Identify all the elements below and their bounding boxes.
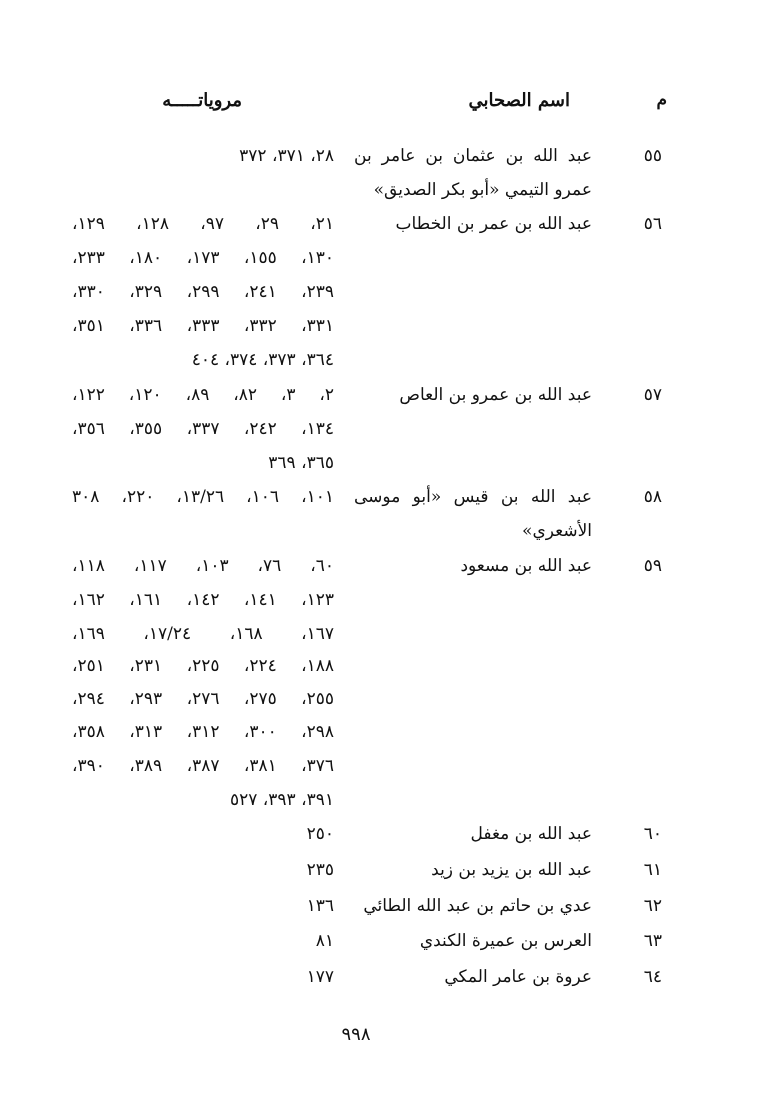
narrations-line: ١٧٧ (306, 967, 334, 987)
entry-number: ٦١ (643, 860, 662, 880)
companion-name-line: عدي بن حاتم بن عبد الله الطائي (363, 896, 592, 916)
narrations-line: ٣٧٦، ٣٨١، ٣٨٧، ٣٨٩، ٣٩٠، (72, 756, 335, 776)
narrations-line: ٣٩١، ٣٩٣، ٥٢٧ (230, 790, 334, 810)
page-number: ٩٩٨ (341, 1024, 371, 1045)
narrations-line: ٢٥٥، ٢٧٥، ٢٧٦، ٢٩٣، ٢٩٤، (72, 689, 335, 709)
narrations-line: ١٢٣، ١٤١، ١٤٢، ١٦١، ١٦٢، (72, 590, 335, 610)
entry-number: ٦٢ (643, 896, 662, 916)
companion-name-line: عمرو التيمي «أبو بكر الصديق» (373, 180, 592, 200)
entry-number: ٥٧ (643, 385, 662, 405)
narrations-line: ٢٣٥ (306, 860, 334, 880)
narrations-line: ١٣٦ (306, 896, 334, 916)
column-header-companion-name: اسم الصحابي (468, 90, 570, 111)
narrations-line: ١٣٤، ٢٤٢، ٣٣٧، ٣٥٥، ٣٥٦، (72, 419, 335, 439)
companion-name-line: عبد الله بن يزيد بن زيد (431, 860, 592, 880)
column-header-narrations: مروياتـــــه (162, 90, 242, 111)
companion-name-line: الأشعري» (522, 521, 592, 541)
narrations-line: ٣٦٥، ٣٦٩ (268, 453, 334, 473)
entry-number: ٦٤ (643, 967, 662, 987)
entry-number: ٥٦ (643, 214, 662, 234)
companion-name-line: عبد الله بن عثمان بن عامر بن (354, 146, 592, 166)
narrations-line: ٢٨، ٣٧١، ٣٧٢ (239, 146, 334, 166)
column-header-number: م (656, 90, 667, 110)
entry-number: ٥٥ (643, 146, 662, 166)
companion-name-line: عبد الله بن عمرو بن العاص (399, 385, 592, 405)
entry-number: ٥٨ (643, 487, 662, 507)
entry-number: ٥٩ (643, 556, 662, 576)
narrations-line: ٢٣٩، ٢٤١، ٢٩٩، ٣٢٩، ٣٣٠، (72, 282, 335, 302)
narrations-line: ٦٠، ٧٦، ١٠٣، ١١٧، ١١٨، (72, 556, 334, 576)
companion-name-line: عبد الله بن قيس «أبو موسى (354, 487, 592, 507)
narrations-line: ١٨٨، ٢٢٤، ٢٢٥، ٢٣١، ٢٥١، (72, 656, 335, 676)
companion-name-line: عبد الله بن مغفل (470, 824, 592, 844)
companion-name-line: عروة بن عامر المكي (444, 967, 592, 987)
narrations-line: ٣٣١، ٣٣٢، ٣٣٣، ٣٣٦، ٣٥١، (72, 316, 335, 336)
companion-name-line: عبد الله بن عمر بن الخطاب (395, 214, 592, 234)
narrations-line: ٨١ (315, 931, 334, 951)
narrations-line: ٣٦٤، ٣٧٣، ٣٧٤، ٤٠٤ (191, 350, 334, 370)
narrations-line: ٢، ٣، ٨٢، ٨٩، ١٢٠، ١٢٢، (72, 385, 334, 405)
narrations-line: ١٠١، ١٠٦، ١٣/٢٦، ٢٢٠، ٣٠٨ (72, 487, 335, 507)
entry-number: ٦٠ (643, 824, 662, 844)
entry-number: ٦٣ (643, 931, 662, 951)
narrations-line: ١٦٧، ١٦٨، ١٧/٢٤، ١٦٩، (72, 624, 335, 644)
narrations-line: ١٣٠، ١٥٥، ١٧٣، ١٨٠، ٢٣٣، (72, 248, 335, 268)
narrations-line: ٢٩٨، ٣٠٠، ٣١٢، ٣١٣، ٣٥٨، (72, 722, 335, 742)
narrations-line: ٢٥٠ (306, 824, 334, 844)
companion-name-line: العرس بن عميرة الكندي (419, 931, 592, 951)
companion-name-line: عبد الله بن مسعود (460, 556, 592, 576)
narrations-line: ٢١، ٢٩، ٩٧، ١٢٨، ١٢٩، (72, 214, 335, 234)
